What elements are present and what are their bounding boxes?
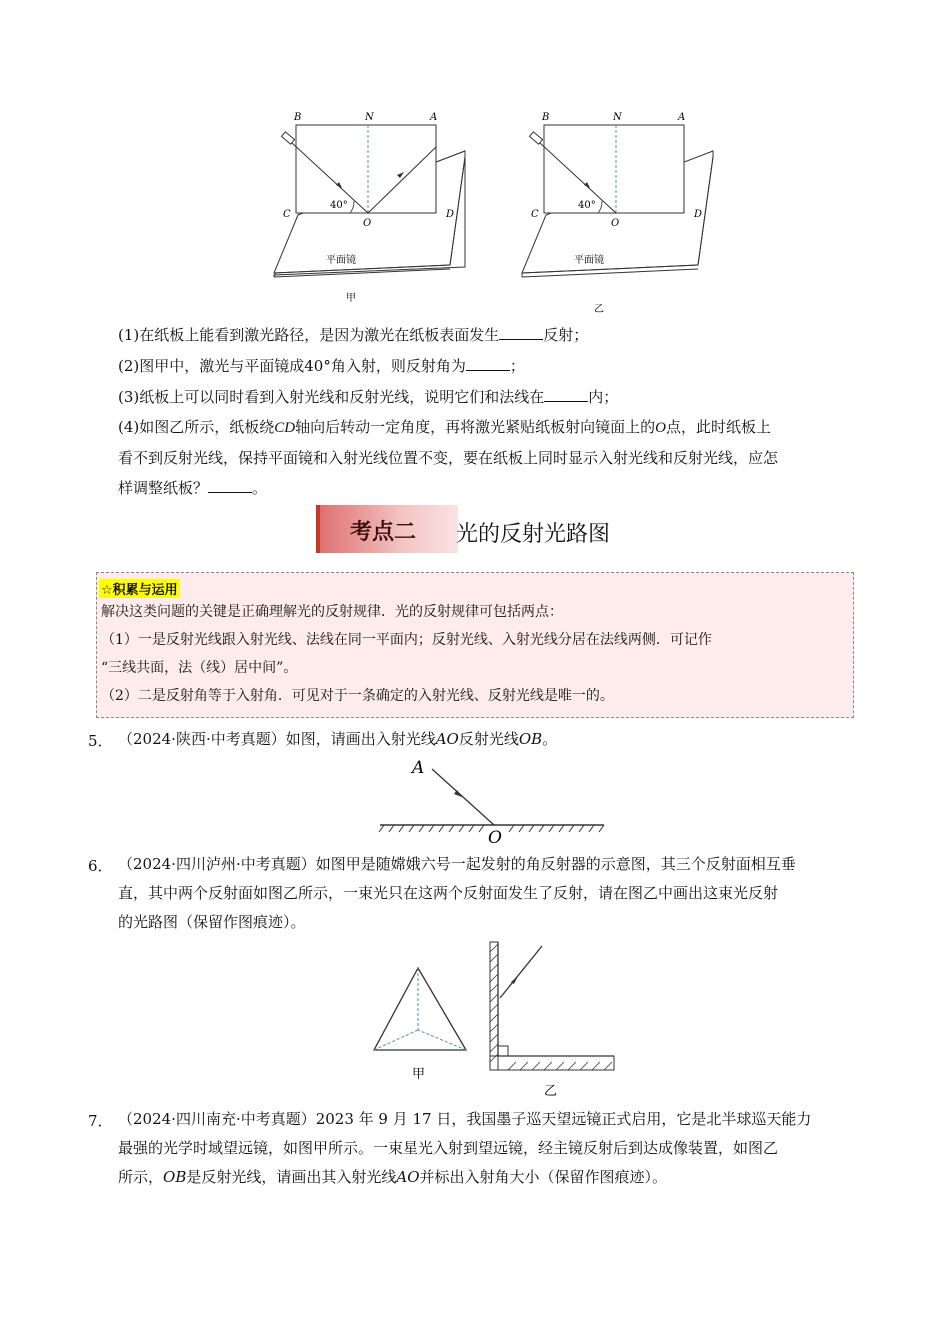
label-D: D bbox=[446, 209, 455, 220]
label-C: C bbox=[531, 209, 539, 220]
section-tag: 考点二 bbox=[316, 505, 458, 553]
question-2: (2)图甲中，激光与平面镜成40°角入射，则反射角为 ； bbox=[118, 357, 525, 375]
figure-q6-jia bbox=[370, 962, 470, 1082]
q5-number: 5． bbox=[88, 732, 113, 750]
figure-q6-yi bbox=[486, 938, 616, 1098]
tip-line: （2）二是反射角等于入射角．可见对于一条确定的入射光线、反射光线是唯一的。 bbox=[101, 688, 614, 704]
caption-jia: 甲 bbox=[412, 1067, 426, 1082]
angle-label: 40° bbox=[578, 200, 596, 211]
tip-title: ☆积累与运用 bbox=[99, 579, 180, 598]
label-C: C bbox=[283, 209, 291, 220]
q6-number: 6． bbox=[88, 857, 113, 875]
mirror-label: 平面镜 bbox=[574, 255, 604, 266]
label-O: O bbox=[363, 218, 372, 229]
label-D: D bbox=[694, 209, 703, 220]
q6-text: （2024·四川泸州·中考真题）如图甲是随嫦娥六号一起发射的角反射器的示意图，其三个反射面相互垂 直，其中两个反射面如图乙所示，一束光只在这两个反射面发生了反射，请在图乙中画出这束光反射 的光路图（保留作图痕迹）。 bbox=[118, 855, 796, 931]
label-O: O bbox=[488, 828, 502, 845]
label-A: A bbox=[678, 112, 686, 123]
q7-text: （2024·四川南充·中考真题）2023 年 9 月 17 日，我国墨子巡天望远镜正式启用，它是北半球巡天能力 最强的光学时域望远镜，如图甲所示。一束星光入射到望远镜，经主镜反射后到达成像装置，如图乙 所示，OB是反射光线，请画出其入射光线AO并标出入射角大小（保留作图痕迹）。 bbox=[118, 1110, 812, 1186]
label-B: B bbox=[294, 112, 302, 123]
tip-line: “三线共面，法（线）居中间”。 bbox=[101, 660, 298, 676]
label-A: A bbox=[430, 112, 438, 123]
tip-box bbox=[96, 572, 854, 718]
figure-jia bbox=[270, 105, 470, 305]
caption-jia: 甲 bbox=[346, 293, 356, 304]
question-3: (3)纸板上可以同时看到入射光线和反射光线，说明它们和法线在 内； bbox=[118, 388, 619, 406]
figure-q5 bbox=[378, 755, 608, 845]
question-1: (1)在纸板上能看到激光路径，是因为激光在纸板表面发生 反射； bbox=[118, 326, 589, 344]
answer-blank[interactable] bbox=[544, 387, 588, 402]
label-N: N bbox=[613, 112, 622, 123]
caption-yi: 乙 bbox=[544, 1084, 558, 1098]
label-N: N bbox=[365, 112, 374, 123]
label-O: O bbox=[611, 218, 620, 229]
answer-blank[interactable] bbox=[466, 356, 510, 371]
tip-line: （1）一是反射光线跟入射光线、法线在同一平面内；反射光线、入射光线分居在法线两侧．可记作 bbox=[101, 632, 712, 648]
mirror-label: 平面镜 bbox=[326, 255, 356, 266]
question-4: (4)如图乙所示，纸板绕CD轴向后转动一定角度，再将激光紧贴纸板射向镜面上的O点，此时纸板上 看不到反射光线，保持平面镜和入射光线位置不变，要在纸板上同时显示入射光线和反射光线，应怎 样调整纸板？ 。 bbox=[118, 418, 779, 497]
angle-label: 40° bbox=[330, 200, 348, 211]
figure-yi bbox=[518, 105, 718, 320]
q5-text: （2024·陕西·中考真题）如图，请画出入射光线AO反射光线OB。 bbox=[118, 730, 558, 748]
label-B: B bbox=[542, 112, 550, 123]
label-A: A bbox=[412, 758, 425, 778]
caption-yi: 乙 bbox=[594, 304, 604, 315]
answer-blank[interactable] bbox=[208, 478, 252, 493]
tip-line: 解决这类问题的关键是正确理解光的反射规律．光的反射规律可包括两点： bbox=[101, 604, 563, 620]
q7-number: 7． bbox=[88, 1112, 113, 1130]
section-title: 光的反射光路图 bbox=[456, 522, 611, 547]
answer-blank[interactable] bbox=[499, 325, 543, 340]
